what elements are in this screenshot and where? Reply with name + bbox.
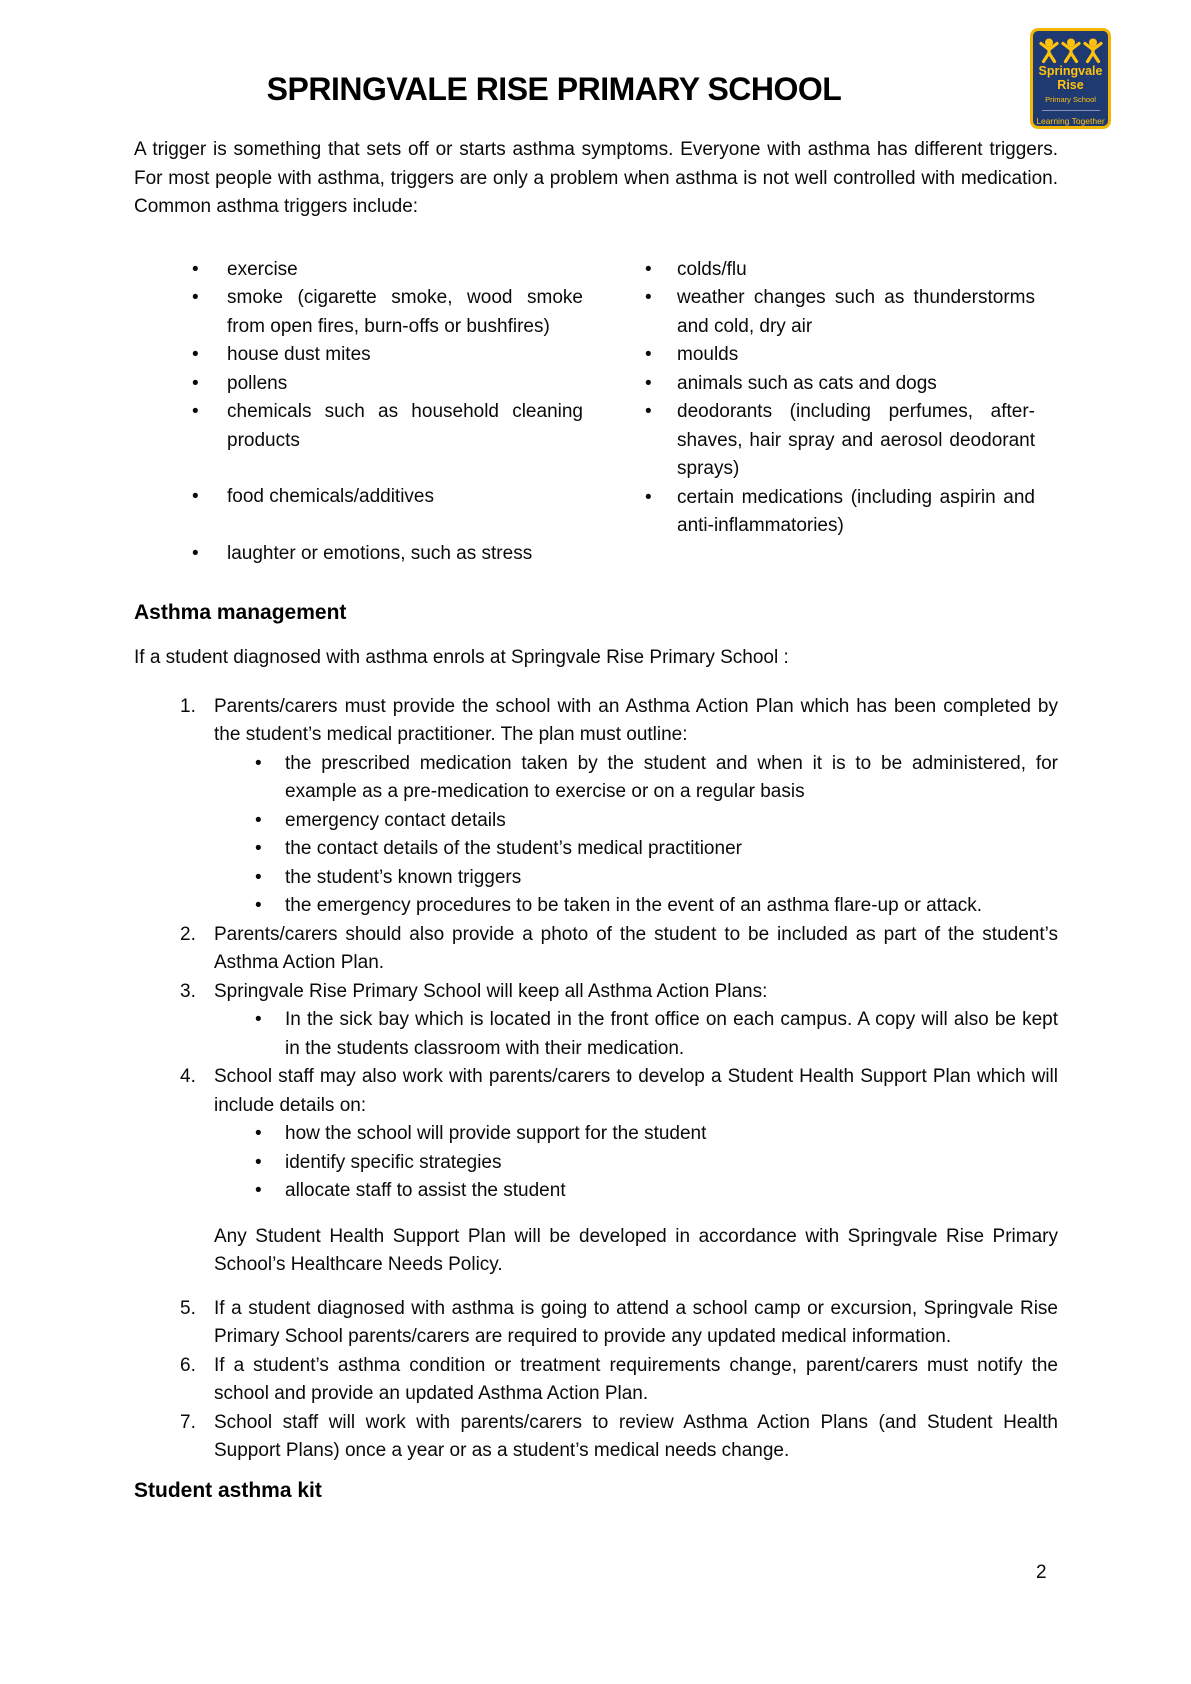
document-content xyxy=(134,0,1058,1504)
sub-list-item xyxy=(214,1177,1058,1206)
sub-item-text: the emergency procedures to be taken in the event of an asthma flare-up or attack. xyxy=(285,895,983,916)
bullet-icon: • xyxy=(255,1009,262,1030)
bullet-icon: • xyxy=(645,258,652,280)
bullet-icon: • xyxy=(255,752,262,774)
list-item-text: pollens xyxy=(227,372,288,394)
section-heading-asthma-management: Asthma management xyxy=(134,601,347,624)
section-heading-student-asthma-kit: Student asthma kit xyxy=(134,1478,322,1502)
list-item xyxy=(134,256,583,285)
numbered-item-text: Springvale Rise Primary School will keep all Asthma Action Plans: xyxy=(214,980,768,1002)
bullet-icon: • xyxy=(645,486,652,508)
list-item xyxy=(645,484,1035,541)
list-item-text: moulds xyxy=(677,344,739,365)
bullet-icon: • xyxy=(645,372,652,394)
trigger-list-right xyxy=(645,256,1035,569)
bullet-icon: • xyxy=(255,1123,262,1144)
list-item-text: chemicals such as household cleaning products xyxy=(227,401,583,451)
numbered-item-4 xyxy=(134,1063,1058,1280)
trigger-list-left xyxy=(134,256,583,569)
bullet-icon: • xyxy=(192,344,199,365)
list-item-text: colds/flu xyxy=(677,258,747,280)
sub-item-text: the contact details of the student’s medical practitioner xyxy=(285,838,742,859)
bullet-icon: • xyxy=(192,486,199,507)
sub-list-item xyxy=(214,1006,1058,1063)
bullet-icon: • xyxy=(645,401,652,422)
sub-list-item xyxy=(214,807,1058,836)
list-item xyxy=(645,370,1035,399)
numbered-item-2 xyxy=(134,921,1058,978)
bullet-icon: • xyxy=(255,1180,262,1201)
logo-tagline: Learning Together xyxy=(1036,116,1105,126)
bullet-icon: • xyxy=(255,1151,262,1173)
list-item xyxy=(134,370,583,399)
list-item xyxy=(134,540,583,569)
sub-list-item xyxy=(214,1149,1058,1178)
logo-subtitle: Primary School xyxy=(1045,95,1096,104)
list-item-text: smoke (cigarette smoke, wood smoke from open fires, burn-offs or bushfires) xyxy=(227,287,583,337)
numbered-item-text: School staff will work with parents/carers to review Asthma Action Plans (and Student Health Support Plans) once a year or as a student’s medical needs change. xyxy=(214,1411,1058,1461)
intro-paragraph: A trigger is something that sets off or starts asthma symptoms. Everyone with asthma has different triggers. For most people with asthma, triggers are only a problem when asthma is not well controlled with medication. Common asthma triggers include: xyxy=(134,139,1058,217)
sub-item-text: In the sick bay which is located in the front office on each campus. A copy will also be kept in the students classroom with their medication. xyxy=(285,1009,1058,1059)
bullet-icon: • xyxy=(255,809,262,831)
numbered-item-text: If a student’s asthma condition or treatment requirements change, parent/carers must notify the school and provide an updated Asthma Action Plan. xyxy=(214,1354,1058,1404)
sub-list-item xyxy=(214,864,1058,893)
numbered-item-7 xyxy=(134,1409,1058,1466)
management-intro: If a student diagnosed with asthma enrols at Springvale Rise Primary School : xyxy=(134,647,789,668)
sub-item-text: emergency contact details xyxy=(285,809,506,831)
numbered-item-text: School staff may also work with parents/carers to develop a Student Health Support Plan which will include details on: xyxy=(214,1066,1058,1116)
sub-item-text: allocate staff to assist the student xyxy=(285,1180,566,1201)
list-item-text: certain medications (including aspirin and anti-inflammatories) xyxy=(677,486,1035,536)
bullet-icon: • xyxy=(255,895,262,916)
support-plan-note: Any Student Health Support Plan will be developed in accordance with Springvale Rise Primary School’s Healthcare Needs Policy. xyxy=(214,1225,1058,1275)
page-title: SPRINGVALE RISE PRIMARY SCHOOL xyxy=(266,71,842,107)
list-item-text: weather changes such as thunderstorms and cold, dry air xyxy=(677,287,1035,337)
bullet-icon: • xyxy=(255,866,262,888)
bullet-icon: • xyxy=(192,258,199,280)
item-number: 1. xyxy=(180,695,196,717)
item-number: 4. xyxy=(180,1066,196,1087)
sub-list-item xyxy=(214,892,1058,921)
sub-list-item xyxy=(214,835,1058,864)
bullet-icon: • xyxy=(192,287,199,308)
numbered-item-1 xyxy=(134,693,1058,921)
page-number: 2 xyxy=(1036,1562,1047,1583)
numbered-item-5 xyxy=(134,1295,1058,1352)
list-item xyxy=(645,341,1035,370)
bullet-icon: • xyxy=(192,401,199,422)
list-item-text: deodorants (including perfumes, after-shaves, hair spray and aerosol deodorant sprays) xyxy=(677,401,1035,479)
numbered-item-text: If a student diagnosed with asthma is going to attend a school camp or excursion, Springvale Rise Primary School parents/carers are required to provide any updated medical information. xyxy=(214,1297,1058,1347)
list-item-text: exercise xyxy=(227,258,298,280)
list-item xyxy=(134,341,583,370)
sub-item-text: the prescribed medication taken by the student and when it is to be administered, for example as a pre-medication to exercise or on a regular basis xyxy=(285,752,1058,802)
management-numbered-list xyxy=(134,693,1058,1466)
bullet-icon: • xyxy=(645,344,652,365)
bullet-icon: • xyxy=(645,287,652,308)
sub-list-item xyxy=(214,1120,1058,1149)
logo-school-name-line1: Springvale xyxy=(1038,64,1103,78)
item-number: 5. xyxy=(180,1297,196,1319)
numbered-item-text: Parents/carers must provide the school with an Asthma Action Plan which has been completed by the student’s medical practitioner. The plan must outline: xyxy=(214,695,1058,745)
list-item-text: house dust mites xyxy=(227,344,371,365)
list-item xyxy=(134,483,583,512)
list-item-text: food chemicals/additives xyxy=(227,486,434,507)
sub-item-text: the student’s known triggers xyxy=(285,866,522,888)
logo-school-name-line2: Rise xyxy=(1057,78,1084,92)
sub-list-item xyxy=(214,750,1058,807)
list-item xyxy=(134,398,583,455)
item-number: 7. xyxy=(180,1411,196,1433)
bullet-icon: • xyxy=(192,372,199,394)
list-item xyxy=(645,398,1035,484)
list-item xyxy=(134,284,583,341)
trigger-columns xyxy=(134,256,1058,569)
sub-item-text: how the school will provide support for the student xyxy=(285,1123,707,1144)
sub-item-text: identify specific strategies xyxy=(285,1151,502,1173)
bullet-icon: • xyxy=(192,542,199,564)
numbered-item-3 xyxy=(134,978,1058,1064)
item-number: 3. xyxy=(180,980,196,1002)
item-number: 6. xyxy=(180,1354,196,1376)
list-item-text: laughter or emotions, such as stress xyxy=(227,542,533,564)
list-item-text: animals such as cats and dogs xyxy=(677,372,937,394)
item-number: 2. xyxy=(180,923,196,945)
numbered-item-6 xyxy=(134,1352,1058,1409)
bullet-icon: • xyxy=(255,838,262,859)
list-item xyxy=(645,256,1035,285)
list-item xyxy=(645,284,1035,341)
numbered-item-text: Parents/carers should also provide a photo of the student to be included as part of the student’s Asthma Action Plan. xyxy=(214,923,1058,973)
